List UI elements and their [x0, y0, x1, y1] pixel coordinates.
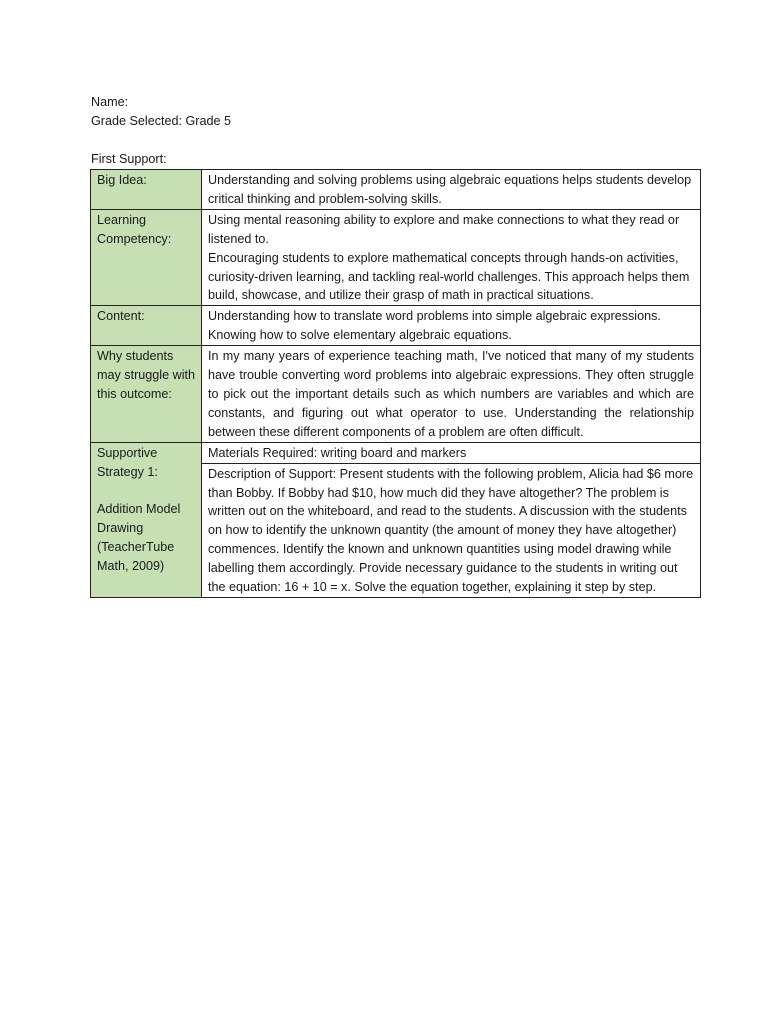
first-support-label: First Support:: [91, 152, 167, 166]
why-struggle-text: In my many years of experience teaching math, I've noticed that many of my students have trouble converting word problems into algebraic expressions. They often struggle to pick out the important details such as which numbers are variables and which are constants, and figuring out what operator to use. Understanding the relationship between these different components of a problem are often difficult.: [202, 346, 701, 443]
support-table: [90, 169, 701, 598]
supportive-strategy-label: [91, 442, 202, 597]
table-row-learning-competency: [91, 209, 701, 306]
supportive-strategy-name: Addition Model Drawing (TeacherTube Math, 2009): [97, 502, 181, 574]
name-label: Name:: [91, 95, 129, 109]
grade-selected-label: Grade Selected: Grade 5: [91, 114, 232, 128]
supportive-strategy-title: Supportive Strategy 1:: [97, 445, 158, 479]
table-row-big-idea: [91, 170, 701, 210]
learning-competency-paragraph-1: Using mental reasoning ability to explore and make connections to what they read or listened to.: [208, 212, 680, 246]
description-of-support-text: Description of Support: Present students with the following problem, Alicia had $6 more than Bobby. If Bobby had $10, how much did they have altogether? The problem is written out on the whiteboard, and read to the students. A discussion with the students on how to identify the unknown quantity (the amount of money they have altogether) commences. Identify the known and unknown quantities using model drawing while labelling them accordingly. Provide necessary guidance to the students in writing out the equation: 16 + 10 = x. Solve the equation together, explaining it step by step.: [202, 463, 701, 597]
big-idea-text: Understanding and solving problems using algebraic equations helps students develop critical thinking and problem-solving skills.: [202, 170, 701, 210]
content-paragraph-1: Understanding how to translate word problems into simple algebraic expressions.: [208, 309, 661, 324]
table-row-content: [91, 306, 701, 346]
big-idea-label: Big Idea:: [91, 170, 202, 210]
content-text: [202, 306, 701, 346]
why-struggle-label: Why students may struggle with this outcome:: [91, 346, 202, 443]
table-row-why-struggle: [91, 346, 701, 443]
learning-competency-paragraph-2: Encouraging students to explore mathematical concepts through hands-on activities, curiosity-driven learning, and tackling real-world challenges. This approach helps them build, showcase, and utilize their grasp of math in practical situations.: [208, 250, 690, 303]
materials-required-text: Materials Required: writing board and markers: [202, 442, 701, 463]
table-row-materials: [91, 442, 701, 463]
learning-competency-label: Learning Competency:: [91, 209, 202, 306]
learning-competency-text: [202, 209, 701, 306]
content-label: Content:: [91, 306, 202, 346]
content-paragraph-2: Knowing how to solve elementary algebraic equations.: [208, 328, 512, 343]
